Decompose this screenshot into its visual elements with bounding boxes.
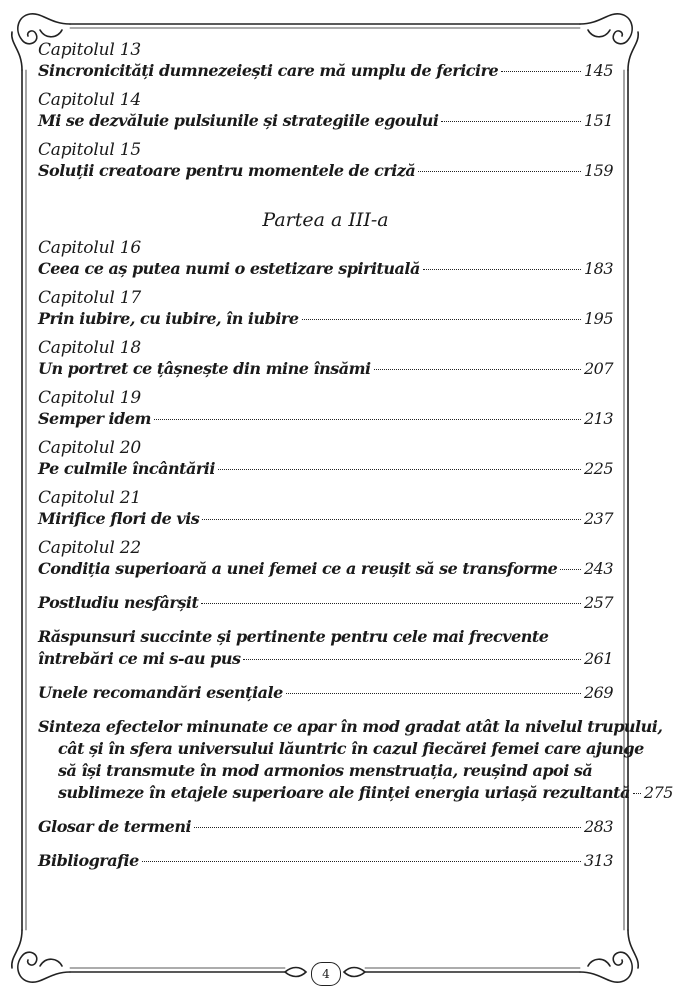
chapter-title: Ceea ce aș putea numi o estetizare spirituală: [38, 259, 420, 278]
page-number: 275: [643, 783, 673, 802]
chapter-label: Capitolul 19: [38, 388, 141, 408]
chapter-title: Mi se dezvăluie pulsiunile și strategiile egoului: [38, 111, 439, 130]
toc-entry-ch20: [38, 438, 613, 480]
part-heading: Partea a III-a: [262, 209, 389, 231]
toc-entry-ch14: [38, 90, 613, 132]
dot-leader: [142, 861, 581, 862]
dot-leader: [441, 121, 580, 122]
toc-entry-ch16: [38, 238, 613, 280]
dot-leader: [154, 419, 581, 420]
entry-title-line: Sinteza efectelor minunate ce apar în mod gradat atât la nivelul trupului,: [38, 717, 663, 736]
page-number: 243: [583, 559, 613, 578]
entry-title-line: întrebări ce mi s-au pus: [38, 649, 241, 668]
chapter-label: Capitolul 21: [38, 488, 141, 508]
toc-entry-ch22: [38, 538, 613, 580]
page-number: 313: [583, 851, 613, 870]
toc-entry-ch17: [38, 288, 613, 330]
table-of-contents: [38, 40, 673, 872]
page-number: 183: [583, 259, 613, 278]
dot-leader: [633, 793, 641, 794]
chapter-title: Soluții creatoare pentru momentele de criză: [38, 161, 416, 180]
chapter-title: Semper idem: [38, 409, 151, 428]
page-number: 261: [583, 649, 613, 668]
chapter-label: Capitolul 14: [38, 90, 141, 110]
toc-entry-postludiu: [38, 592, 613, 614]
entry-title: Unele recomandări esențiale: [38, 683, 283, 702]
dot-leader: [560, 569, 581, 570]
toc-entry-bibliografie: [38, 850, 613, 872]
chapter-title: Prin iubire, cu iubire, în iubire: [38, 309, 299, 328]
chapter-label: Capitolul 18: [38, 338, 141, 358]
dot-leader: [374, 369, 581, 370]
dot-leader: [201, 603, 581, 604]
chapter-title: Sincronicități dumnezeiești care mă umplu de fericire: [38, 61, 499, 80]
page-number: 145: [583, 61, 613, 80]
toc-entry-glosar: [38, 816, 613, 838]
chapter-label: Capitolul 16: [38, 238, 141, 258]
dot-leader: [286, 693, 581, 694]
dot-leader: [501, 71, 581, 72]
dot-leader: [194, 827, 581, 828]
entry-title-line: să își transmute în mod armonios menstruația, reușind apoi să: [58, 761, 593, 780]
entry-title-line: cât și în sfera universului lăuntric în cazul fiecărei femei care ajunge: [58, 739, 644, 758]
chapter-title: Condiția superioară a unei femei ce a reușit să se transforme: [38, 559, 558, 578]
entry-title: Glosar de termeni: [38, 817, 192, 836]
page-number: 207: [583, 359, 613, 378]
toc-entry-ch19: [38, 388, 613, 430]
page-number: 159: [583, 161, 613, 180]
page-number: 283: [583, 817, 613, 836]
entry-title-line: Răspunsuri succinte și pertinente pentru cele mai frecvente: [38, 627, 549, 646]
entry-title-line: sublimeze în etajele superioare ale ființei energia uriașă rezultantă: [58, 783, 630, 802]
chapter-label: Capitolul 15: [38, 140, 141, 160]
dot-leader: [423, 269, 581, 270]
folio-page-number: 4: [311, 962, 341, 986]
dot-leader: [418, 171, 581, 172]
chapter-title: Pe culmile încântării: [38, 459, 215, 478]
page-number: 257: [583, 593, 613, 612]
toc-entry-recomandari: [38, 682, 613, 704]
toc-entry-ch21: [38, 488, 613, 530]
toc-entry-ch15: [38, 140, 613, 182]
dot-leader: [243, 659, 580, 660]
toc-entry-ch13: [38, 40, 613, 82]
page-number: 237: [583, 509, 613, 528]
page-number: 195: [583, 309, 613, 328]
toc-entry-ch18: [38, 338, 613, 380]
chapter-label: Capitolul 17: [38, 288, 141, 308]
chapter-title: Un portret ce țâșnește din mine însămi: [38, 359, 371, 378]
toc-entry-sinteza: [38, 716, 673, 804]
chapter-label: Capitolul 13: [38, 40, 141, 60]
dot-leader: [302, 319, 581, 320]
chapter-title: Mirifice flori de vis: [38, 509, 200, 528]
toc-entry-raspunsuri: [38, 626, 613, 670]
dot-leader: [202, 519, 581, 520]
chapter-label: Capitolul 20: [38, 438, 141, 458]
entry-title: Bibliografie: [38, 851, 139, 870]
dot-leader: [218, 469, 581, 470]
chapter-label: Capitolul 22: [38, 538, 141, 558]
page-number: 269: [583, 683, 613, 702]
entry-title: Postludiu nesfârșit: [38, 593, 199, 612]
page-number: 225: [583, 459, 613, 478]
page-number: 213: [583, 409, 613, 428]
page-number: 151: [583, 111, 613, 130]
